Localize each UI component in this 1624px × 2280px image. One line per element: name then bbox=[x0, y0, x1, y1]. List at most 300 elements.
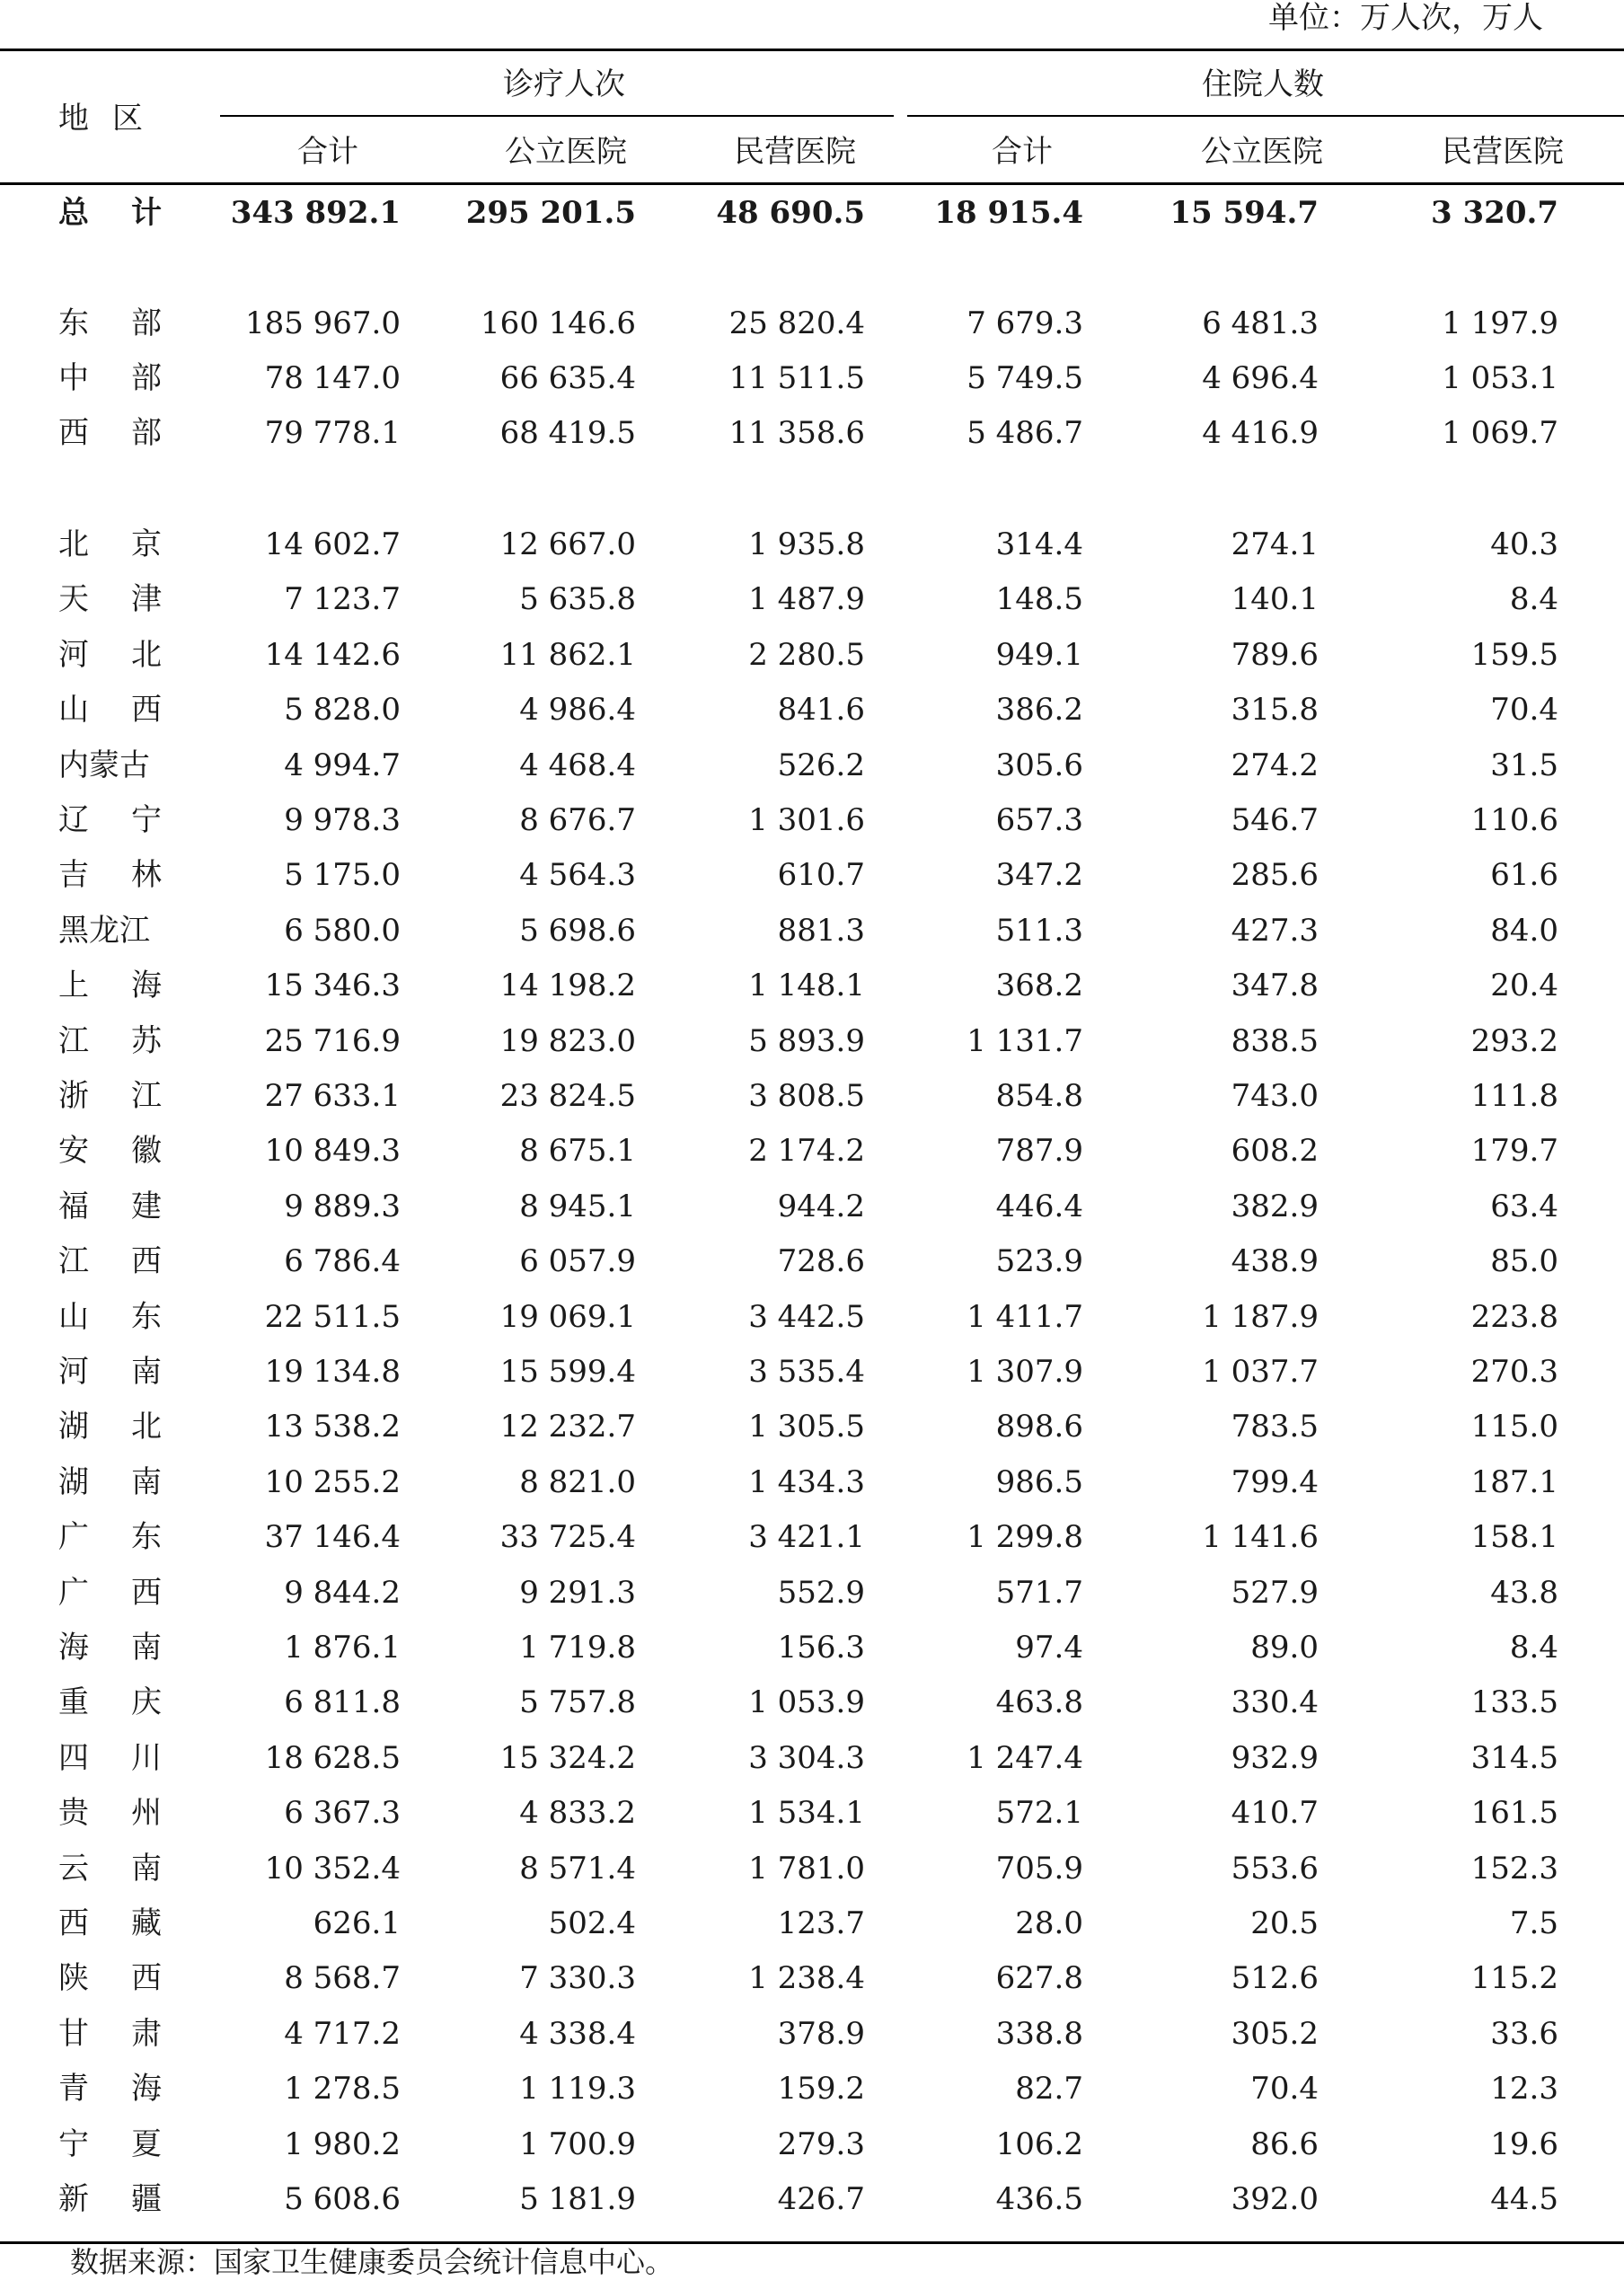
province-row bbox=[0, 1896, 1624, 1951]
unit-label: 单位：万人次，万人 bbox=[1268, 0, 1543, 36]
value-cell: 8 568.7 bbox=[284, 1960, 401, 1997]
value-cell: 25 820.4 bbox=[728, 305, 865, 341]
value-cell: 70.4 bbox=[1250, 2071, 1319, 2108]
value-cell: 152.3 bbox=[1470, 1850, 1558, 1887]
subheader-visits-private: 民营医院 bbox=[734, 134, 856, 170]
region-label: 青 海 bbox=[58, 2071, 162, 2108]
region-label: 云 南 bbox=[58, 1850, 162, 1887]
province-row bbox=[0, 1455, 1624, 1510]
value-cell: 10 255.2 bbox=[264, 1463, 401, 1500]
value-cell: 4 994.7 bbox=[284, 747, 401, 783]
value-cell: 78 147.0 bbox=[264, 360, 401, 396]
value-cell: 160 146.6 bbox=[480, 305, 636, 341]
subheader-inpatients-total: 合计 bbox=[992, 134, 1053, 170]
region-cell bbox=[58, 1014, 166, 1069]
value-cell: 5 608.6 bbox=[284, 2181, 401, 2217]
value-cell: 159.5 bbox=[1470, 636, 1558, 673]
value-cell: 6 580.0 bbox=[284, 912, 401, 949]
value-cell: 438.9 bbox=[1231, 1243, 1319, 1280]
value-cell: 305.6 bbox=[995, 747, 1083, 783]
value-cell: 386.2 bbox=[995, 692, 1083, 729]
value-cell: 97.4 bbox=[1015, 1630, 1083, 1666]
province-row bbox=[0, 1234, 1624, 1289]
value-cell: 783.5 bbox=[1231, 1409, 1319, 1445]
value-cell: 31.5 bbox=[1490, 747, 1558, 783]
value-cell: 705.9 bbox=[995, 1850, 1083, 1887]
value-cell: 3 421.1 bbox=[748, 1519, 865, 1556]
value-cell: 63.4 bbox=[1490, 1188, 1558, 1224]
value-cell: 5 757.8 bbox=[519, 1684, 636, 1721]
region-cell bbox=[58, 296, 166, 351]
value-cell: 314.4 bbox=[995, 526, 1083, 562]
province-row bbox=[0, 848, 1624, 903]
value-cell: 37 146.4 bbox=[264, 1519, 401, 1556]
value-cell: 19.6 bbox=[1490, 2125, 1558, 2162]
value-cell: 552.9 bbox=[777, 1574, 865, 1611]
value-cell: 8 675.1 bbox=[519, 1133, 636, 1170]
value-cell: 343 892.1 bbox=[230, 195, 401, 231]
value-cell: 148.5 bbox=[995, 581, 1083, 618]
value-cell: 1 238.4 bbox=[748, 1960, 865, 1997]
province-row bbox=[0, 517, 1624, 572]
value-cell: 6 367.3 bbox=[284, 1795, 401, 1832]
region-label: 西 部 bbox=[58, 415, 162, 451]
province-row bbox=[0, 793, 1624, 848]
region-cell bbox=[58, 1124, 166, 1179]
value-cell: 410.7 bbox=[1231, 1795, 1319, 1832]
zone-row bbox=[0, 406, 1624, 461]
value-cell: 527.9 bbox=[1231, 1574, 1319, 1611]
province-row bbox=[0, 2117, 1624, 2172]
region-label: 辽 宁 bbox=[58, 802, 162, 838]
value-cell: 427.3 bbox=[1231, 912, 1319, 949]
region-label: 中 部 bbox=[58, 360, 162, 396]
value-cell: 44.5 bbox=[1490, 2181, 1558, 2217]
value-cell: 187.1 bbox=[1470, 1463, 1558, 1500]
header-inpatients-group: 住院人数 bbox=[1202, 66, 1324, 102]
value-cell: 1 534.1 bbox=[748, 1795, 865, 1832]
value-cell: 10 352.4 bbox=[264, 1850, 401, 1887]
value-cell: 4 696.4 bbox=[1202, 360, 1319, 396]
value-cell: 789.6 bbox=[1231, 636, 1319, 673]
value-cell: 347.2 bbox=[995, 857, 1083, 894]
value-cell: 1 935.8 bbox=[748, 526, 865, 562]
value-cell: 82.7 bbox=[1015, 2071, 1083, 2108]
province-row bbox=[0, 1951, 1624, 2006]
region-cell bbox=[58, 1951, 166, 2006]
value-cell: 854.8 bbox=[995, 1078, 1083, 1114]
value-cell: 305.2 bbox=[1231, 2015, 1319, 2052]
value-cell: 14 602.7 bbox=[264, 526, 401, 562]
value-cell: 4 717.2 bbox=[284, 2015, 401, 2052]
region-cell bbox=[58, 2007, 166, 2062]
value-cell: 6 481.3 bbox=[1202, 305, 1319, 341]
value-cell: 5 893.9 bbox=[748, 1022, 865, 1059]
value-cell: 799.4 bbox=[1231, 1463, 1319, 1500]
value-cell: 20.4 bbox=[1490, 968, 1558, 1004]
value-cell: 9 889.3 bbox=[284, 1188, 401, 1224]
value-cell: 5 698.6 bbox=[519, 912, 636, 949]
province-row bbox=[0, 1345, 1624, 1400]
region-label: 海 南 bbox=[58, 1630, 162, 1666]
value-cell: 12 667.0 bbox=[499, 526, 636, 562]
province-row bbox=[0, 572, 1624, 627]
region-cell bbox=[58, 1621, 166, 1675]
value-cell: 572.1 bbox=[995, 1795, 1083, 1832]
region-cell bbox=[58, 628, 166, 683]
value-cell: 1 307.9 bbox=[966, 1354, 1083, 1390]
region-label: 安 徽 bbox=[58, 1133, 162, 1170]
region-cell bbox=[58, 2062, 166, 2117]
province-row bbox=[0, 1290, 1624, 1345]
value-cell: 728.6 bbox=[777, 1243, 865, 1280]
value-cell: 84.0 bbox=[1490, 912, 1558, 949]
value-cell: 89.0 bbox=[1250, 1630, 1319, 1666]
value-cell: 270.3 bbox=[1470, 1354, 1558, 1390]
province-row bbox=[0, 683, 1624, 738]
value-cell: 1 781.0 bbox=[748, 1850, 865, 1887]
value-cell: 4 468.4 bbox=[519, 747, 636, 783]
value-cell: 3 304.3 bbox=[748, 1739, 865, 1776]
value-cell: 8 945.1 bbox=[519, 1188, 636, 1224]
province-row bbox=[0, 2007, 1624, 2062]
value-cell: 158.1 bbox=[1470, 1519, 1558, 1556]
value-cell: 743.0 bbox=[1231, 1078, 1319, 1114]
value-cell: 512.6 bbox=[1231, 1960, 1319, 1997]
value-cell: 61.6 bbox=[1490, 857, 1558, 894]
province-row bbox=[0, 1510, 1624, 1565]
region-label: 天 津 bbox=[58, 581, 162, 618]
value-cell: 1 053.9 bbox=[748, 1684, 865, 1721]
value-cell: 295 201.5 bbox=[465, 195, 636, 231]
province-row bbox=[0, 1069, 1624, 1124]
region-label: 福 建 bbox=[58, 1188, 162, 1224]
value-cell: 1 719.8 bbox=[519, 1630, 636, 1666]
value-cell: 949.1 bbox=[995, 636, 1083, 673]
value-cell: 15 599.4 bbox=[499, 1354, 636, 1390]
province-row bbox=[0, 1566, 1624, 1621]
value-cell: 5 175.0 bbox=[284, 857, 401, 894]
zone-row bbox=[0, 351, 1624, 406]
region-cell bbox=[58, 406, 166, 461]
region-cell bbox=[58, 1455, 166, 1510]
region-cell bbox=[58, 683, 166, 738]
value-cell: 314.5 bbox=[1470, 1739, 1558, 1776]
value-cell: 9 291.3 bbox=[519, 1574, 636, 1611]
value-cell: 1 411.7 bbox=[966, 1298, 1083, 1335]
value-cell: 5 635.8 bbox=[519, 581, 636, 618]
value-cell: 5 749.5 bbox=[966, 360, 1083, 396]
value-cell: 33.6 bbox=[1490, 2015, 1558, 2052]
province-row bbox=[0, 738, 1624, 793]
region-label: 北 京 bbox=[58, 526, 162, 562]
value-cell: 3 320.7 bbox=[1431, 195, 1558, 231]
value-cell: 571.7 bbox=[995, 1574, 1083, 1611]
value-cell: 70.4 bbox=[1490, 692, 1558, 729]
value-cell: 48 690.5 bbox=[716, 195, 865, 231]
value-cell: 838.5 bbox=[1231, 1022, 1319, 1059]
value-cell: 7 123.7 bbox=[284, 581, 401, 618]
value-cell: 1 148.1 bbox=[748, 968, 865, 1004]
subheader-visits-total: 合计 bbox=[297, 134, 358, 170]
value-cell: 841.6 bbox=[777, 692, 865, 729]
region-cell bbox=[58, 1234, 166, 1289]
value-cell: 27 633.1 bbox=[264, 1078, 401, 1114]
region-cell bbox=[58, 1786, 166, 1841]
value-cell: 19 823.0 bbox=[499, 1022, 636, 1059]
region-cell: 黑龙江 bbox=[58, 912, 150, 949]
region-cell bbox=[58, 1069, 166, 1124]
province-row bbox=[0, 628, 1624, 683]
value-cell: 33 725.4 bbox=[499, 1519, 636, 1556]
region-cell: 内蒙古 bbox=[58, 747, 150, 783]
value-cell: 14 142.6 bbox=[264, 636, 401, 673]
value-cell: 13 538.2 bbox=[264, 1409, 401, 1445]
value-cell: 111.8 bbox=[1470, 1078, 1558, 1114]
region-label: 重 庆 bbox=[58, 1684, 162, 1721]
region-label: 湖 南 bbox=[58, 1463, 162, 1500]
value-cell: 1 247.4 bbox=[966, 1739, 1083, 1776]
province-row bbox=[0, 1400, 1624, 1454]
value-cell: 4 416.9 bbox=[1202, 415, 1319, 451]
region-cell bbox=[58, 2117, 166, 2172]
region-label: 贵 州 bbox=[58, 1795, 162, 1832]
value-cell: 159.2 bbox=[777, 2071, 865, 2108]
value-cell: 11 862.1 bbox=[499, 636, 636, 673]
province-row bbox=[0, 1124, 1624, 1179]
value-cell: 1 197.9 bbox=[1442, 305, 1558, 341]
value-cell: 10 849.3 bbox=[264, 1133, 401, 1170]
region-cell bbox=[58, 1345, 166, 1400]
value-cell: 1 069.7 bbox=[1442, 415, 1558, 451]
value-cell: 1 187.9 bbox=[1202, 1298, 1319, 1335]
value-cell: 279.3 bbox=[777, 2125, 865, 2162]
value-cell: 85.0 bbox=[1490, 1243, 1558, 1280]
value-cell: 3 535.4 bbox=[748, 1354, 865, 1390]
value-cell: 19 069.1 bbox=[499, 1298, 636, 1335]
value-cell: 1 037.7 bbox=[1202, 1354, 1319, 1390]
region-cell bbox=[58, 1180, 166, 1234]
value-cell: 1 278.5 bbox=[284, 2071, 401, 2108]
value-cell: 115.2 bbox=[1470, 1960, 1558, 1997]
value-cell: 23 824.5 bbox=[499, 1078, 636, 1114]
value-cell: 28.0 bbox=[1015, 1905, 1083, 1941]
value-cell: 106.2 bbox=[995, 2125, 1083, 2162]
value-cell: 223.8 bbox=[1470, 1298, 1558, 1335]
value-cell: 110.6 bbox=[1470, 802, 1558, 838]
value-cell: 22 511.5 bbox=[264, 1298, 401, 1335]
value-cell: 1 141.6 bbox=[1202, 1519, 1319, 1556]
value-cell: 19 134.8 bbox=[264, 1354, 401, 1390]
region-label: 湖 北 bbox=[58, 1409, 162, 1445]
province-row bbox=[0, 2172, 1624, 2227]
value-cell: 9 978.3 bbox=[284, 802, 401, 838]
subheader-inpatients-public: 公立医院 bbox=[1201, 134, 1323, 170]
region-cell bbox=[58, 572, 166, 627]
region-label: 新 疆 bbox=[58, 2181, 162, 2217]
value-cell: 502.4 bbox=[548, 1905, 636, 1941]
value-cell: 285.6 bbox=[1231, 857, 1319, 894]
region-label: 浙 江 bbox=[58, 1078, 162, 1114]
zone-row bbox=[0, 296, 1624, 351]
value-cell: 1 299.8 bbox=[966, 1519, 1083, 1556]
value-cell: 3 442.5 bbox=[748, 1298, 865, 1335]
value-cell: 12 232.7 bbox=[499, 1409, 636, 1445]
value-cell: 898.6 bbox=[995, 1409, 1083, 1445]
value-cell: 11 358.6 bbox=[728, 415, 865, 451]
header-region: 地区 bbox=[58, 101, 166, 137]
value-cell: 133.5 bbox=[1470, 1684, 1558, 1721]
value-cell: 15 594.7 bbox=[1169, 195, 1319, 231]
value-cell: 140.1 bbox=[1231, 581, 1319, 618]
value-cell: 15 346.3 bbox=[264, 968, 401, 1004]
value-cell: 523.9 bbox=[995, 1243, 1083, 1280]
value-cell: 378.9 bbox=[777, 2015, 865, 2052]
value-cell: 1 700.9 bbox=[519, 2125, 636, 2162]
region-label: 江 苏 bbox=[58, 1022, 162, 1059]
province-row bbox=[0, 904, 1624, 959]
region-label: 西 藏 bbox=[58, 1905, 162, 1941]
value-cell: 463.8 bbox=[995, 1684, 1083, 1721]
value-cell: 43.8 bbox=[1490, 1574, 1558, 1611]
value-cell: 1 487.9 bbox=[748, 581, 865, 618]
value-cell: 626.1 bbox=[313, 1905, 401, 1941]
value-cell: 40.3 bbox=[1490, 526, 1558, 562]
province-row bbox=[0, 1621, 1624, 1675]
province-row bbox=[0, 1014, 1624, 1069]
province-row bbox=[0, 1180, 1624, 1234]
value-cell: 66 635.4 bbox=[499, 360, 636, 396]
region-label: 山 东 bbox=[58, 1298, 162, 1335]
value-cell: 18 628.5 bbox=[264, 1739, 401, 1776]
value-cell: 6 811.8 bbox=[284, 1684, 401, 1721]
value-cell: 86.6 bbox=[1250, 2125, 1319, 2162]
region-cell bbox=[58, 1842, 166, 1896]
province-row bbox=[0, 2062, 1624, 2117]
value-cell: 79 778.1 bbox=[264, 415, 401, 451]
value-cell: 6 786.4 bbox=[284, 1243, 401, 1280]
region-label: 甘 肃 bbox=[58, 2015, 162, 2052]
region-cell bbox=[58, 1896, 166, 1951]
region-cell bbox=[58, 1290, 166, 1345]
value-cell: 179.7 bbox=[1470, 1133, 1558, 1170]
value-cell: 1 301.6 bbox=[748, 802, 865, 838]
source-note: 数据来源：国家卫生健康委员会统计信息中心。 bbox=[70, 2245, 675, 2279]
region-label: 四 川 bbox=[58, 1739, 162, 1776]
subheader-inpatients-private: 民营医院 bbox=[1442, 134, 1564, 170]
value-cell: 5 486.7 bbox=[966, 415, 1083, 451]
value-cell: 944.2 bbox=[777, 1188, 865, 1224]
value-cell: 9 844.2 bbox=[284, 1574, 401, 1611]
value-cell: 1 131.7 bbox=[966, 1022, 1083, 1059]
value-cell: 4 986.4 bbox=[519, 692, 636, 729]
value-cell: 426.7 bbox=[777, 2181, 865, 2217]
region-cell bbox=[58, 351, 166, 406]
region-label: 广 西 bbox=[58, 1574, 162, 1611]
value-cell: 608.2 bbox=[1231, 1133, 1319, 1170]
region-label: 广 东 bbox=[58, 1519, 162, 1556]
value-cell: 1 305.5 bbox=[748, 1409, 865, 1445]
value-cell: 6 057.9 bbox=[519, 1243, 636, 1280]
value-cell: 5 181.9 bbox=[519, 2181, 636, 2217]
region-cell bbox=[58, 1675, 166, 1730]
region-cell bbox=[58, 2172, 166, 2227]
value-cell: 546.7 bbox=[1231, 802, 1319, 838]
value-cell: 7.5 bbox=[1509, 1905, 1558, 1941]
value-cell: 18 915.4 bbox=[934, 195, 1083, 231]
value-cell: 8.4 bbox=[1509, 581, 1558, 618]
value-cell: 1 434.3 bbox=[748, 1463, 865, 1500]
value-cell: 185 967.0 bbox=[244, 305, 401, 341]
region-cell bbox=[58, 793, 166, 848]
value-cell: 986.5 bbox=[995, 1463, 1083, 1500]
region-label: 陕 西 bbox=[58, 1960, 162, 1997]
province-row bbox=[0, 1731, 1624, 1786]
value-cell: 7 330.3 bbox=[519, 1960, 636, 1997]
value-cell: 12.3 bbox=[1490, 2071, 1558, 2108]
region-label: 江 西 bbox=[58, 1243, 162, 1280]
value-cell: 347.8 bbox=[1231, 968, 1319, 1004]
value-cell: 5 828.0 bbox=[284, 692, 401, 729]
value-cell: 932.9 bbox=[1231, 1739, 1319, 1776]
region-label: 宁 夏 bbox=[58, 2125, 162, 2162]
value-cell: 293.2 bbox=[1470, 1022, 1558, 1059]
value-cell: 8 821.0 bbox=[519, 1463, 636, 1500]
province-row bbox=[0, 959, 1624, 1013]
value-cell: 881.3 bbox=[777, 912, 865, 949]
value-cell: 436.5 bbox=[995, 2181, 1083, 2217]
value-cell: 526.2 bbox=[777, 747, 865, 783]
value-cell: 338.8 bbox=[995, 2015, 1083, 2052]
value-cell: 274.2 bbox=[1231, 747, 1319, 783]
value-cell: 161.5 bbox=[1470, 1795, 1558, 1832]
total-row bbox=[0, 186, 1624, 241]
province-row bbox=[0, 1786, 1624, 1841]
value-cell: 20.5 bbox=[1250, 1905, 1319, 1941]
region-cell bbox=[58, 186, 166, 241]
value-cell: 8.4 bbox=[1509, 1630, 1558, 1666]
value-cell: 25 716.9 bbox=[264, 1022, 401, 1059]
value-cell: 446.4 bbox=[995, 1188, 1083, 1224]
region-label: 吉 林 bbox=[58, 857, 162, 894]
value-cell: 511.3 bbox=[995, 912, 1083, 949]
value-cell: 392.0 bbox=[1231, 2181, 1319, 2217]
region-cell bbox=[58, 1566, 166, 1621]
value-cell: 315.8 bbox=[1231, 692, 1319, 729]
value-cell: 7 679.3 bbox=[966, 305, 1083, 341]
value-cell: 553.6 bbox=[1231, 1850, 1319, 1887]
subheader-visits-public: 公立医院 bbox=[505, 134, 627, 170]
value-cell: 8 571.4 bbox=[519, 1850, 636, 1887]
value-cell: 68 419.5 bbox=[499, 415, 636, 451]
value-cell: 1 980.2 bbox=[284, 2125, 401, 2162]
value-cell: 382.9 bbox=[1231, 1188, 1319, 1224]
value-cell: 156.3 bbox=[777, 1630, 865, 1666]
value-cell: 1 053.1 bbox=[1442, 360, 1558, 396]
region-label: 河 南 bbox=[58, 1354, 162, 1390]
region-cell bbox=[58, 517, 166, 572]
value-cell: 610.7 bbox=[777, 857, 865, 894]
value-cell: 8 676.7 bbox=[519, 802, 636, 838]
value-cell: 2 280.5 bbox=[748, 636, 865, 673]
value-cell: 4 338.4 bbox=[519, 2015, 636, 2052]
region-cell bbox=[58, 959, 166, 1013]
value-cell: 330.4 bbox=[1231, 1684, 1319, 1721]
value-cell: 787.9 bbox=[995, 1133, 1083, 1170]
value-cell: 3 808.5 bbox=[748, 1078, 865, 1114]
region-cell bbox=[58, 1400, 166, 1454]
region-label: 东 部 bbox=[58, 305, 162, 341]
